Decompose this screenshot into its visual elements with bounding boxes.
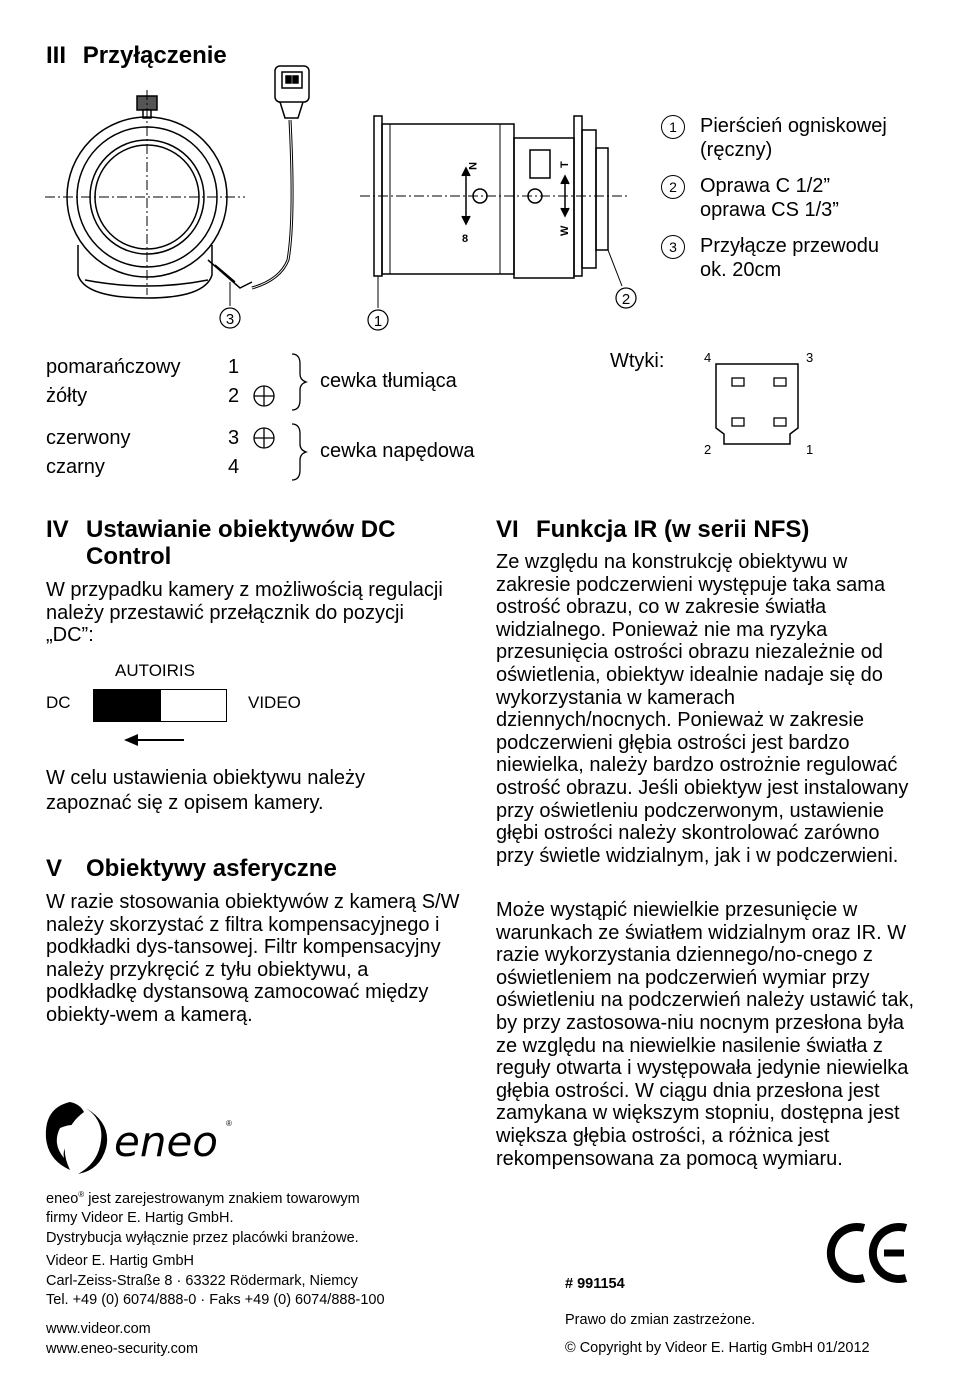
section-title: Przyłączenie — [82, 42, 227, 69]
company-address: Carl-Zeiss-Straße 8 · 63322 Rödermark, Niemcy — [46, 1272, 358, 1289]
callout-2-marker: 2 — [621, 291, 631, 308]
copyright: © Copyright by Videor E. Hartig GmbH 01/2012 — [565, 1340, 870, 1356]
w-label: W — [559, 225, 571, 236]
section-number: III — [46, 42, 67, 69]
registered-mark: ® — [78, 1190, 85, 1199]
legend-number: 3 — [661, 235, 685, 259]
section-iv-paragraph: W przypadku kamery z możliwością regulacji należy przestawić przełącznik do pozycji „DC”: — [46, 579, 443, 647]
website-link[interactable]: www.eneo-security.com — [46, 1340, 199, 1357]
changes-notice: Prawo do zmian zastrzeżone. — [565, 1312, 756, 1328]
legend-item — [661, 174, 941, 222]
arrow-left-icon — [120, 730, 190, 750]
website-link[interactable]: www.videor.com — [46, 1321, 151, 1337]
switch-slider — [94, 690, 161, 721]
section-iv-note: W celu ustawienia obiektywu należy zapoznać się z opisem kamery. — [46, 767, 366, 814]
legend-text: Pierścień ogniskowej (ręczny) — [700, 115, 887, 161]
brace-icon — [292, 424, 306, 480]
section-title: Obiektywy asferyczne — [86, 855, 337, 882]
lens-side-view-drawing — [360, 110, 640, 330]
wire-color: żółty — [46, 385, 88, 407]
pin-label: 4 — [704, 350, 712, 365]
lens-front-view-drawing — [40, 60, 360, 340]
eneo-logo — [40, 1098, 240, 1178]
wiring-symbols — [250, 350, 310, 490]
wire-color: pomarańczowy — [46, 356, 181, 378]
t-label: T — [559, 161, 571, 168]
logo-text: eneo — [114, 1117, 218, 1166]
footer-websites — [46, 1320, 466, 1359]
brace-icon — [292, 354, 306, 410]
reg-text: jest zarejestrowanym znakiem towarowym — [84, 1190, 360, 1207]
section-number: IV — [46, 516, 69, 543]
legend-number: 1 — [661, 115, 685, 139]
section-number: VI — [496, 516, 519, 543]
legend-item — [661, 114, 941, 162]
dc-switch[interactable] — [93, 689, 227, 722]
company-phone: Tel. +49 (0) 6074/888-0 · Faks +49 (0) 6074/888-100 — [46, 1292, 385, 1308]
callout-1-marker: 1 — [373, 313, 383, 330]
plug-pinout-diagram — [700, 350, 830, 460]
reg-line: firmy Videor E. Hartig GmbH. — [46, 1210, 234, 1227]
coil-group-2: cewka napędowa — [320, 440, 475, 462]
plus-icon — [254, 386, 274, 406]
wire-pin: 2 — [228, 385, 240, 407]
footer-address — [46, 1252, 466, 1311]
legend-number: 2 — [661, 175, 685, 199]
reg-line: Dystrybucja wyłącznie przez placówki branżowe. — [46, 1229, 359, 1246]
legend-text: Oprawa C 1/2” oprawa CS 1/3” — [700, 175, 839, 221]
brand-name: eneo — [46, 1190, 79, 1207]
ce-mark-icon — [826, 1222, 910, 1284]
coil-group-1: cewka tłumiąca — [320, 370, 457, 392]
section-vi-paragraph-2: Może wystąpić niewielkie przesunięcie w warunkach ze światłem widzialnym oraz IR. W razie wykorzystania dziennego/no-cnego z oświetleniem na podczerwień wymiar przy oświetleniu na podczerwień należy ustawić tak, by przy zastosowa-niu nocnym przesłona była ze względu na niewielkie nasilenie światła z reguły otwarta i występowała jedynie niewielka głębia ostrości. W ciągu dnia przesłona jest zamykana w większym stopniu, dostępna jest większa głębia ostrości, a różnica jest rekompensowana za pomocą wymiaru. — [496, 899, 914, 1170]
pin-label: 1 — [806, 442, 814, 457]
callout-3-marker: 3 — [225, 311, 235, 328]
callout-legend — [661, 114, 941, 282]
switch-top-label: AUTOIRIS — [115, 661, 195, 680]
section-v-heading — [46, 855, 337, 882]
switch-left-label: DC — [46, 693, 71, 712]
plus-icon — [254, 428, 274, 448]
pin-label: 3 — [806, 350, 814, 365]
section-number: V — [46, 855, 63, 882]
n-label: N — [466, 162, 478, 170]
wire-color: czerwony — [46, 427, 131, 449]
switch-right-label: VIDEO — [248, 693, 301, 712]
footer-registration — [46, 1185, 466, 1248]
wire-pin: 4 — [228, 456, 240, 478]
section-title-continued: Control — [86, 543, 172, 570]
section-iv-heading — [46, 516, 466, 570]
wire-color: czarny — [46, 456, 105, 478]
section-vi-heading — [496, 516, 809, 543]
section-vi-paragraph-1: Ze względu na konstrukcję obiektywu w zakresie podczerwieni występuje taka sama ostrość obrazu, co w zakresie światła widzialnego. Ponieważ nie ma ryzyka przesunięcia ostrości obrazu niezależnie od oświetlenia, obiektyw idealnie nadaje się do wykorzystania w kamerach dziennych/nocnych. Ponieważ w zakresie podczerwieni głębia ostrości jest bardzo niewielka, należy bardzo ostrożnie regulować ostrość obrazu. Jeśli obiektyw jest instalowany przy oświetleniu podczerwonym, ustawienie głębi ostrości należy skontrolować zarówno przy świetle widzialnym, jak i w podczerwieni. — [496, 551, 909, 867]
legend-item — [661, 234, 941, 282]
company-name: Videor E. Hartig GmbH — [46, 1253, 195, 1269]
section-title: Funkcja IR (w serii NFS) — [536, 516, 810, 543]
section-title: Ustawianie obiektywów DC — [86, 516, 396, 543]
registered-icon: ® — [226, 1119, 232, 1128]
num8-label: 8 — [462, 233, 469, 245]
section-v-paragraph: W razie stosowania obiektywów z kamerą S/W należy skorzystać z filtra kompensacyjnego i podkładki dys-tansowej. Filtr kompensacyjny należy przykręcić z tyłu obiektywu, a podkładkę dystansową zamocować między obiekty-wem a kamerą. — [46, 891, 460, 1026]
pin-label: 2 — [704, 442, 712, 457]
plugs-label: Wtyki: — [610, 350, 665, 372]
document-number: # 991154 — [565, 1276, 625, 1292]
wire-pin: 3 — [228, 427, 240, 449]
wire-pin: 1 — [228, 356, 240, 378]
legend-text: Przyłącze przewodu ok. 20cm — [700, 235, 879, 281]
